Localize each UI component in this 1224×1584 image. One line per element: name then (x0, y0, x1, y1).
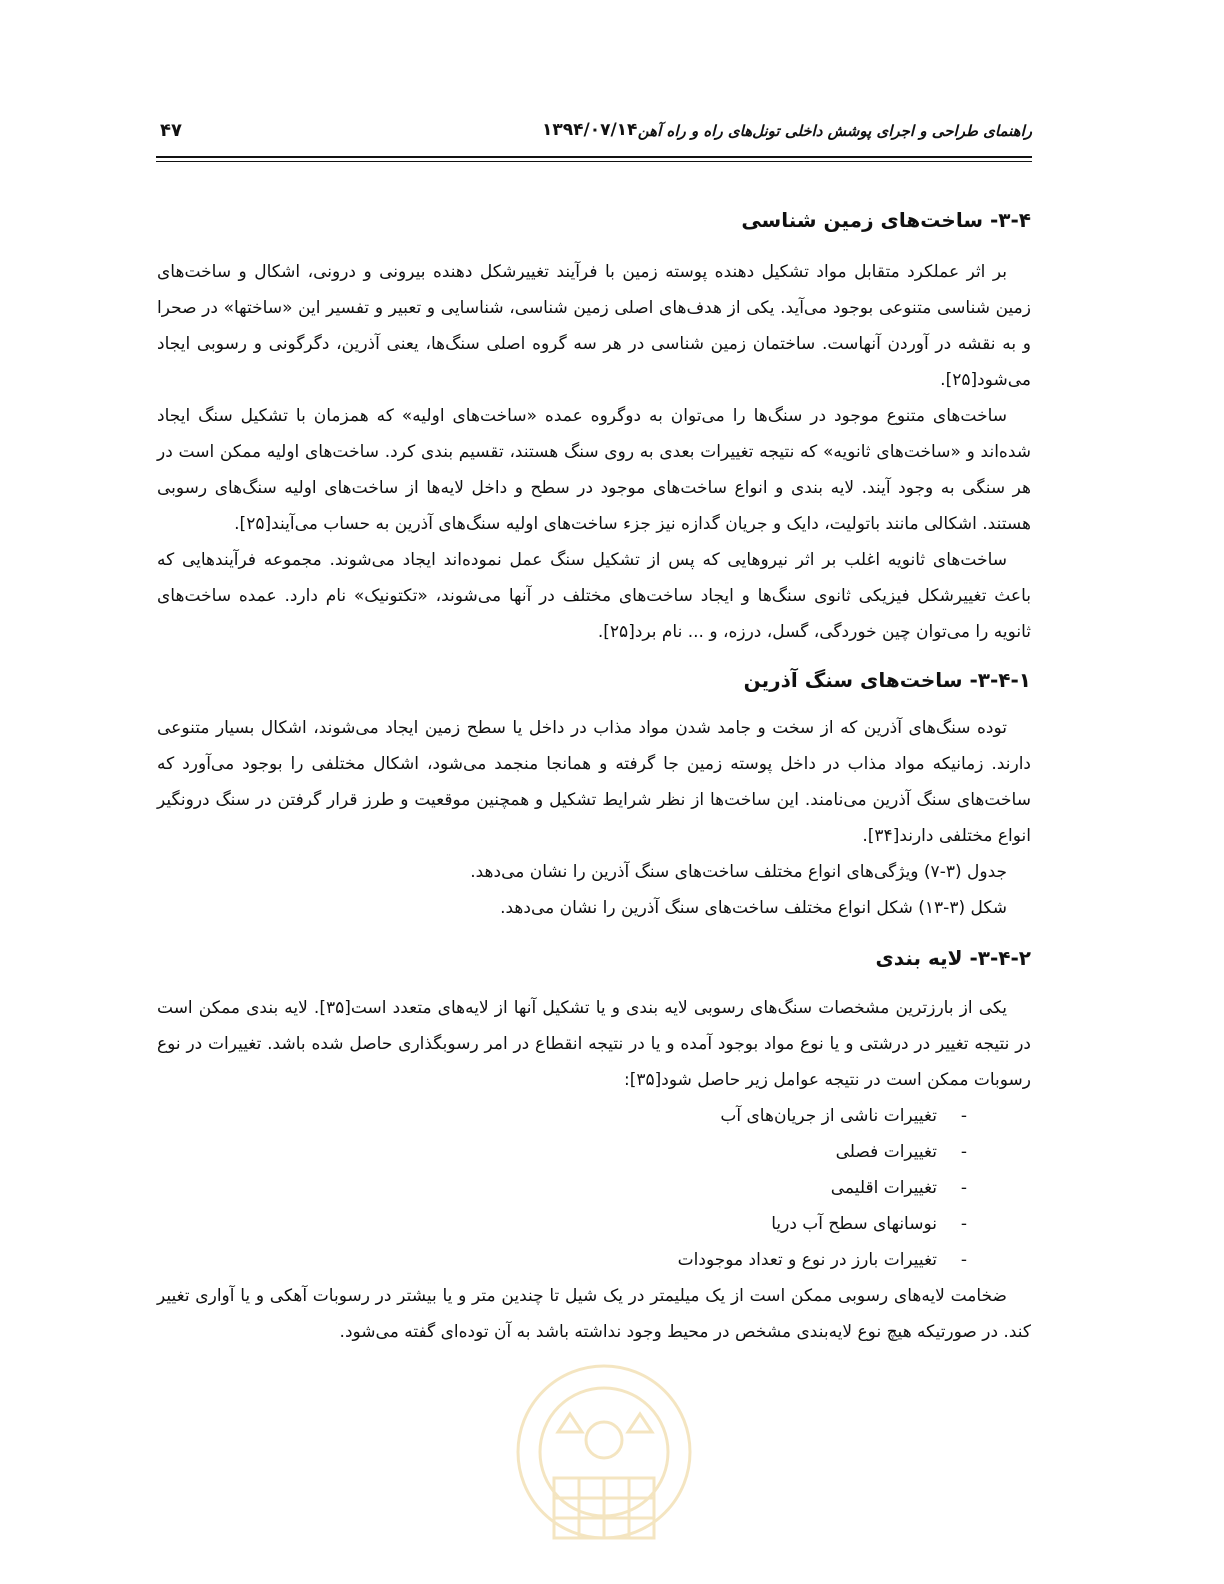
seal-logo-icon (488, 1352, 720, 1584)
header-date: ۱۳۹۴/۰۷/۱۴ (542, 120, 638, 140)
page-header (156, 118, 1032, 148)
list-item-text: تغییرات ناشی از جریان‌های آب (720, 1106, 937, 1126)
page-body (157, 196, 1031, 1350)
section-heading-geologic-structures: ۳-۴- ساخت‌های زمین شناسی (741, 208, 1031, 232)
paragraph: ساخت‌های متنوع موجود در سنگ‌ها را می‌توان به دوگروه عمده «ساخت‌های اولیه» که همزمان با تشکیل سنگ ایجاد شده‌اند و «ساخت‌های ثانویه» که نتیجه تغییرات بعدی به روی سنگ هستند، تقسیم بندی کرد. ساخت‌های اولیه ممکن است در هر سنگی به وجود آیند. لایه بندی و انواع ساخت‌های موجود در سطح و داخل لایه‌ها از ساخت‌های اولیه سنگ‌های رسوبی هستند. اشکالی مانند باتولیت، دایک و جریان گدازه نیز جزء ساخت‌های اولیه سنگ‌های آذرین به حساب می‌آیند[۲۵]. (157, 406, 1031, 534)
list-item (157, 1242, 967, 1278)
bullet-dash: - (960, 1178, 967, 1198)
list-item-text: تغییرات اقلیمی (830, 1178, 937, 1198)
bullet-dash: - (960, 1142, 967, 1162)
paragraph: ضخامت لایه‌های رسوبی ممکن است از یک میلیمتر در یک شیل تا چندین متر و یا بیشتر در رسوبات آهکی و یا آواری تغییر کند. در صورتیکه هیچ نوع لایه‌بندی مشخص در محیط وجود نداشته باشد به آن توده‌ای گفته می‌شود. (157, 1286, 1031, 1342)
table-reference: جدول (۳-۷) ویژگی‌های انواع مختلف ساخت‌های سنگ آذرین را نشان می‌دهد. (470, 862, 1007, 882)
list-item (157, 1098, 967, 1134)
list-item-text: نوسانهای سطح آب دریا (771, 1214, 937, 1234)
paragraph: بر اثر عملکرد متقابل مواد تشکیل دهنده پوسته زمین با فرآیند تغییرشکل دهنده بیرونی و درونی، اشکال و ساخت‌های زمین شناسی متنوعی بوجود می‌آید. یکی از هدف‌های اصلی زمین شناسی، شناسایی و تعبیر و تفسیر این «ساختها» در صحرا و به نقشه در آوردن آنهاست. ساختمان زمین شناسی در هر سه گروه اصلی سنگ‌ها، یعنی آذرین، دگرگونی و رسوبی ایجاد می‌شود[۲۵]. (157, 262, 1031, 390)
bullet-dash: - (960, 1106, 967, 1126)
list-item (157, 1134, 967, 1170)
header-rule-thin (156, 161, 1032, 162)
page-number: ۴۷ (160, 120, 182, 141)
bullet-dash: - (960, 1214, 967, 1234)
bullet-list (157, 1098, 1031, 1278)
list-item (157, 1206, 967, 1242)
header-rule-thick (156, 156, 1032, 158)
list-item (157, 1170, 967, 1206)
header-title: راهنمای طراحی و اجرای پوشش داخلی تونل‌های راه و راه آهن (637, 122, 1032, 140)
section-heading-bedding: ۳-۴-۲- لایه بندی (875, 946, 1031, 970)
list-item-text: تغییرات بارز در نوع و تعداد موجودات (677, 1250, 937, 1270)
figure-reference: شکل (۳-۱۳) شکل انواع مختلف ساخت‌های سنگ آذرین را نشان می‌دهد. (500, 898, 1007, 918)
paragraph: یکی از بارزترین مشخصات سنگ‌های رسوبی لایه بندی و یا تشکیل آنها از لایه‌های متعدد است[۳۵]. لایه بندی ممکن است در نتیجه تغییر در درشتی و یا نوع مواد بوجود آمده و یا در نتیجه انقطاع در امر رسوبگذاری حاصل شده باشد. تغییرات در نوع رسوبات ممکن است در نتیجه عوامل زیر حاصل شود[۳۵]: (157, 998, 1031, 1090)
paragraph: توده سنگ‌های آذرین که از سخت و جامد شدن مواد مذاب در داخل یا سطح زمین ایجاد می‌شوند، اشکال بسیار متنوعی دارند. زمانیکه مواد مذاب در داخل پوسته زمین جا گرفته و همانجا منجمد می‌شود، اشکال مختلفی را بوجود می‌آورد که ساخت‌های سنگ آذرین می‌نامند. این ساخت‌ها از نظر شرایط تشکیل و همچنین موقعیت و طرز قرار گرفتن در سنگ درونگیر انواع مختلفی دارند[۳۴]. (157, 718, 1031, 846)
section-heading-igneous-structures: ۳-۴-۱- ساخت‌های سنگ آذرین (743, 668, 1031, 692)
list-item-text: تغییرات فصلی (835, 1142, 937, 1162)
bullet-dash: - (960, 1250, 967, 1270)
paragraph: ساخت‌های ثانویه اغلب بر اثر نیروهایی که پس از تشکیل سنگ عمل نموده‌اند ایجاد می‌شوند. مجموعه فرآیندهایی که باعث تغییرشکل فیزیکی ثانوی سنگ‌ها و ایجاد ساخت‌های مختلف در آنها می‌شوند، «تکتونیک» نام دارد. عمده ساخت‌های ثانویه را می‌توان چین خوردگی، گسل، درزه، و ... نام برد[۲۵]. (157, 550, 1031, 642)
